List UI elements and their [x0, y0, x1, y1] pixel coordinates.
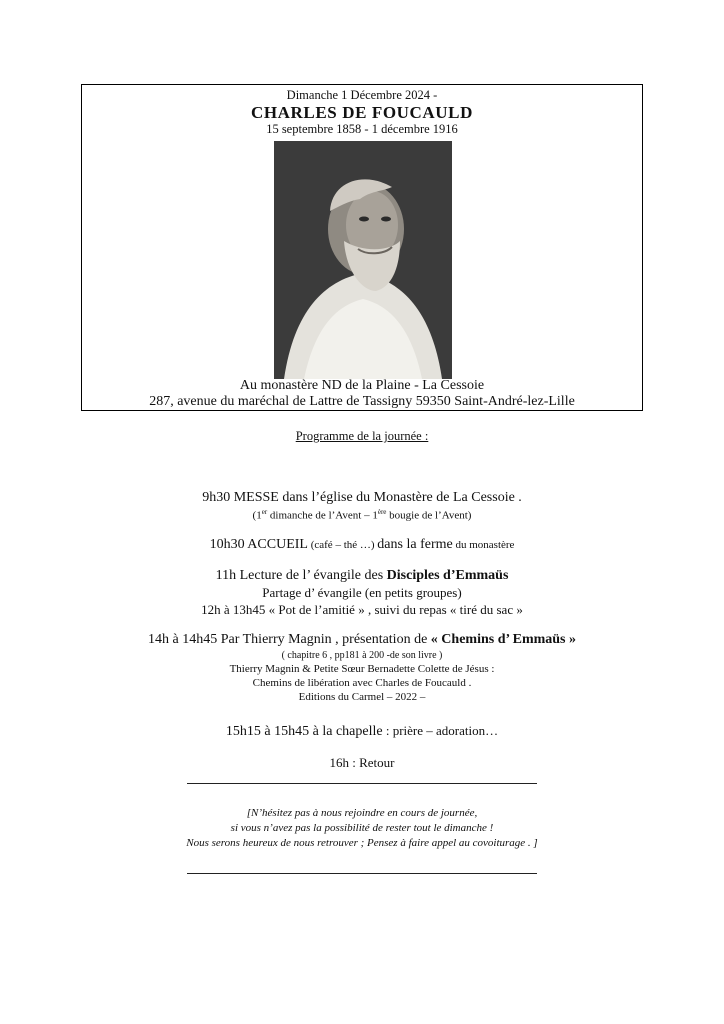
header-box: [81, 84, 643, 411]
accueil-text: dans la ferme: [377, 537, 453, 552]
accueil-small2: du monastère: [452, 539, 515, 551]
talk-text: 14h à 14h45 Par Thierry Magnin , présentation de: [148, 632, 431, 647]
talk-line-1: [0, 632, 724, 648]
talk-line-2: ( chapitre 6 , pp181 à 200 -de son livre ): [281, 650, 443, 661]
reading-line-3: 12h à 13h45 « Pot de l’amitié » , suivi du repas « tiré du sac »: [201, 602, 523, 617]
person-name: CHARLES DE FOUCAULD: [250, 103, 474, 122]
reading-title: Disciples d’Emmaüs: [386, 568, 509, 583]
mass-text: dans l’église du Monastère de La Cessoie .: [278, 490, 522, 505]
mass-note-a: (1: [252, 509, 262, 522]
portrait-photo: [274, 141, 452, 379]
mass-line: [0, 490, 724, 506]
accueil-small: (café – thé …): [307, 539, 378, 551]
mass-note: [0, 508, 724, 522]
chapel-time: 15h15 à 15h45 à la chapelle: [225, 724, 383, 739]
event-address: 287, avenue du maréchal de Lattre de Tassigny 59350 Saint-André-lez-Lille: [149, 394, 575, 409]
mass-note-b-sup: ère: [377, 508, 387, 516]
programme-title: Programme de la journée :: [295, 429, 429, 443]
talk-line-3: Thierry Magnin & Petite Sœur Bernadette Colette de Jésus :: [229, 663, 495, 675]
mass-time: 9h30 MESSE: [202, 490, 279, 505]
footer-line-1: [N’hésitez pas à nous rejoindre en cours de journée,: [246, 807, 478, 819]
talk-line-4: Chemins de libération avec Charles de Foucauld .: [252, 677, 472, 689]
accueil-time: 10h30 ACCUEIL: [209, 537, 308, 552]
event-location: Au monastère ND de la Plaine - La Cessoie: [239, 378, 485, 393]
reading-text: 11h Lecture de l’ évangile des: [215, 568, 387, 583]
talk-line-5: Editions du Carmel – 2022 –: [298, 691, 426, 703]
accueil-line: [0, 537, 724, 553]
chapel-line: [0, 723, 724, 740]
mass-note-c: bougie de l’Avent): [386, 509, 472, 522]
talk-book-title: « Chemins d’ Emmaüs »: [430, 632, 576, 647]
reading-line-2: Partage d’ évangile (en petits groupes): [262, 585, 462, 600]
return-line: 16h : Retour: [329, 755, 395, 770]
divider-bottom: [187, 873, 537, 874]
chapel-text: : prière – adoration…: [382, 723, 499, 738]
footer-line-2: si vous n’avez pas la possibilité de rester tout le dimanche !: [230, 822, 494, 834]
reading-line-1: [0, 568, 724, 584]
event-date: Dimanche 1 Décembre 2024 -: [286, 88, 438, 102]
footer-line-3: Nous serons heureux de nous retrouver ; Pensez à faire appel au covoiturage . ]: [186, 837, 538, 849]
mass-note-b: dimanche de l’Avent – 1: [267, 509, 378, 522]
divider-top: [187, 783, 537, 784]
mass-note-a-sup: er: [261, 508, 268, 516]
person-lifespan: 15 septembre 1858 - 1 décembre 1916: [266, 122, 458, 136]
